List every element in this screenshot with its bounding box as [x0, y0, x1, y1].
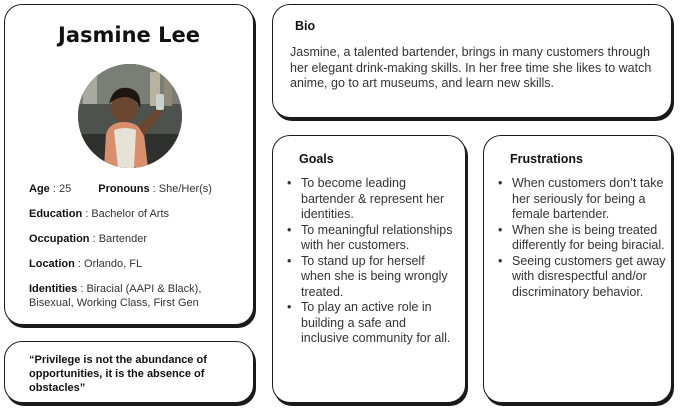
- list-item: • To become leading bartender & represent her identities.: [287, 176, 457, 223]
- education-row: Education : Bachelor of Arts: [29, 208, 169, 220]
- bio-card: [272, 4, 672, 118]
- frustrations-card: [483, 135, 672, 403]
- identities-row: Identities : Biracial (AAPI & Black), Bisexual, Working Class, First Gen: [29, 283, 202, 309]
- quote-text: “Privilege is not the abundance of opportunities, it is the absence of obstacles”: [29, 354, 207, 394]
- bio-title: Bio: [295, 19, 316, 33]
- bio-text: Jasmine, a talented bartender, brings in many customers through her elegant drink-making skills. In her free time she likes to watch anime, go to art museums, and learn new skills.: [290, 45, 652, 90]
- list-item: • To meaningful relationships with her customers.: [287, 223, 457, 254]
- list-item: • When customers don’t take her seriously for being a female bartender.: [498, 176, 668, 223]
- goals-card: [272, 135, 466, 403]
- occupation-value: Bartender: [98, 233, 147, 245]
- list-item: • To stand up for herself when she is being wrongly treated.: [287, 254, 457, 301]
- frustrations-title: Frustrations: [510, 152, 583, 166]
- quote-card: [4, 341, 254, 403]
- occupation-label: Occupation: [29, 233, 90, 245]
- list-item: • When she is being treated differently for being biracial.: [498, 223, 668, 254]
- age-value: 25: [58, 183, 72, 195]
- age-label: Age: [29, 183, 50, 195]
- identities-value: Biracial (AAPI & Black), Bisexual, Working Class, First Gen: [29, 283, 202, 309]
- goals-title: Goals: [299, 152, 334, 166]
- avatar: [78, 64, 182, 168]
- avatar-photo-illustration: [78, 64, 182, 168]
- occupation-row: Occupation : Bartender: [29, 233, 147, 245]
- persona-name: Jasmine Lee: [58, 23, 200, 47]
- location-row: Location : Orlando, FL: [29, 258, 143, 270]
- location-value: Orlando, FL: [84, 258, 143, 270]
- profile-card: [4, 4, 254, 325]
- age-row: Age : 25 Pronouns : She/Her(s): [29, 183, 212, 195]
- education-value: Bachelor of Arts: [91, 208, 169, 220]
- pronouns-label: Pronouns: [98, 183, 150, 195]
- pronouns-value: She/Her(s): [158, 183, 212, 195]
- goals-list: [287, 176, 457, 347]
- identities-label: Identities: [29, 283, 78, 295]
- list-item: • Seeing customers get away with disrespectful and/or discriminatory behavior.: [498, 254, 668, 301]
- education-label: Education: [29, 208, 83, 220]
- frustrations-list: [498, 176, 668, 300]
- location-label: Location: [29, 258, 75, 270]
- list-item: • To play an active role in building a safe and inclusive community for all.: [287, 300, 457, 347]
